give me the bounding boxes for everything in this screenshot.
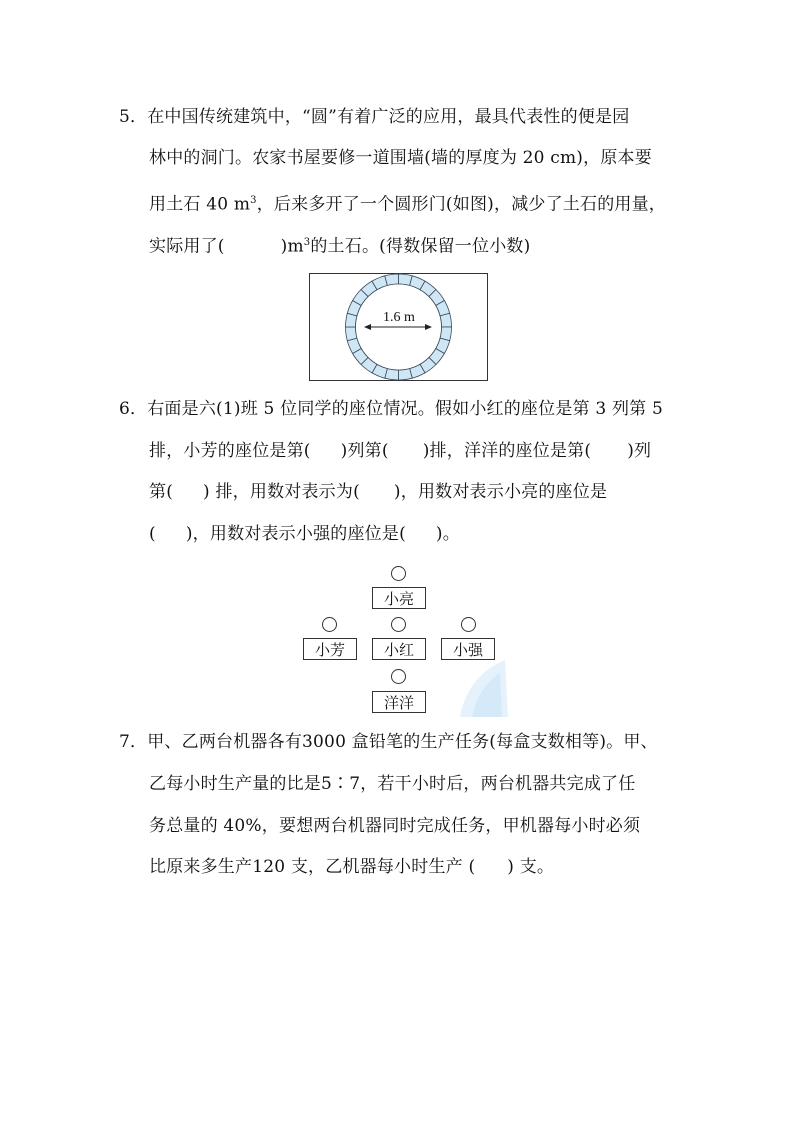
seat-xiaoliang: 小亮 xyxy=(372,587,426,609)
q6-line-4-a: ( xyxy=(149,524,156,544)
q5-line-3-sup: 3 xyxy=(250,195,257,206)
ring-door-figure xyxy=(309,273,488,381)
diameter-label: 1.6 m xyxy=(383,310,415,325)
q6-line-1: 6．右面是六(1)班 5 位同学的座位情况。假如小红的座位是第 3 列第 5 xyxy=(119,399,663,419)
q5-line-3-a: 用土石 40 m xyxy=(149,194,251,215)
watermark-logo-icon xyxy=(450,655,510,720)
q5-line-4-b: )m xyxy=(280,236,304,257)
q6-line-4-b: )，用数对表示小强的座位是( xyxy=(185,524,406,544)
seat-circle-xiaoliang xyxy=(391,566,406,581)
q6-line-4-c: )。 xyxy=(435,524,460,544)
q5-line-4-c: 的土石。(得数保留一位小数) xyxy=(310,236,531,257)
q6-line-3-b: ) 排，用数对表示为( xyxy=(203,482,360,502)
q6-line-2-b: )列第( xyxy=(340,441,389,461)
seat-circle-yangyang xyxy=(391,669,406,684)
q7-line-2: 乙每小时生产量的比是5∶7，若干小时后，两台机器共完成了任 xyxy=(149,774,636,794)
seat-xiaofang: 小芳 xyxy=(303,638,357,660)
q6-line-2-d: )列 xyxy=(627,441,652,461)
seat-circle-xiaoqiang xyxy=(461,617,476,632)
seat-yangyang: 洋洋 xyxy=(372,691,426,713)
seat-circle-xiaofang xyxy=(322,617,337,632)
q6-line-3-a: 第( xyxy=(149,482,174,502)
q5-line-3 xyxy=(149,190,666,216)
q7-line-4 xyxy=(149,856,554,878)
q6-line-2 xyxy=(149,440,651,462)
q7-line-4-a: 比原来多生产120 支，乙机器每小时生产 ( xyxy=(149,857,476,877)
q5-line-2: 林中的洞门。农家书屋要修一道围墙(墙的厚度为 20 cm)，原本要 xyxy=(149,148,652,168)
q6-line-4 xyxy=(149,523,460,545)
seat-circle-xiaohong xyxy=(391,617,406,632)
q6-line-2-c: )排，洋洋的座位是第( xyxy=(422,441,592,461)
q7-line-3: 务总量的 40%，要想两台机器同时完成任务，甲机器每小时必须 xyxy=(149,816,641,836)
q7-line-1: 7．甲、乙两台机器各有3000 盒铅笔的生产任务(每盒支数相等)。甲、 xyxy=(119,732,658,752)
q6-line-3-c: )，用数对表示小亮的座位是 xyxy=(393,482,608,502)
q5-line-4-a: 实际用了( xyxy=(149,236,225,257)
q5-line-1: 5．在中国传统建筑中，“圆”有着广泛的应用，最具代表性的便是园 xyxy=(119,107,630,127)
q5-line-3-b: ，后来多开了一个圆形门(如图)，减少了土石的用量， xyxy=(256,194,666,215)
q6-line-2-a: 排，小芳的座位是第( xyxy=(149,441,311,461)
q6-line-3 xyxy=(149,481,607,503)
q7-line-4-b: ) 支。 xyxy=(507,857,555,877)
q5-line-4 xyxy=(149,232,530,258)
seat-xiaoqiang: 小强 xyxy=(441,638,495,660)
q5-line-4-sup: 3 xyxy=(303,237,311,248)
seat-xiaohong: 小红 xyxy=(372,638,426,660)
